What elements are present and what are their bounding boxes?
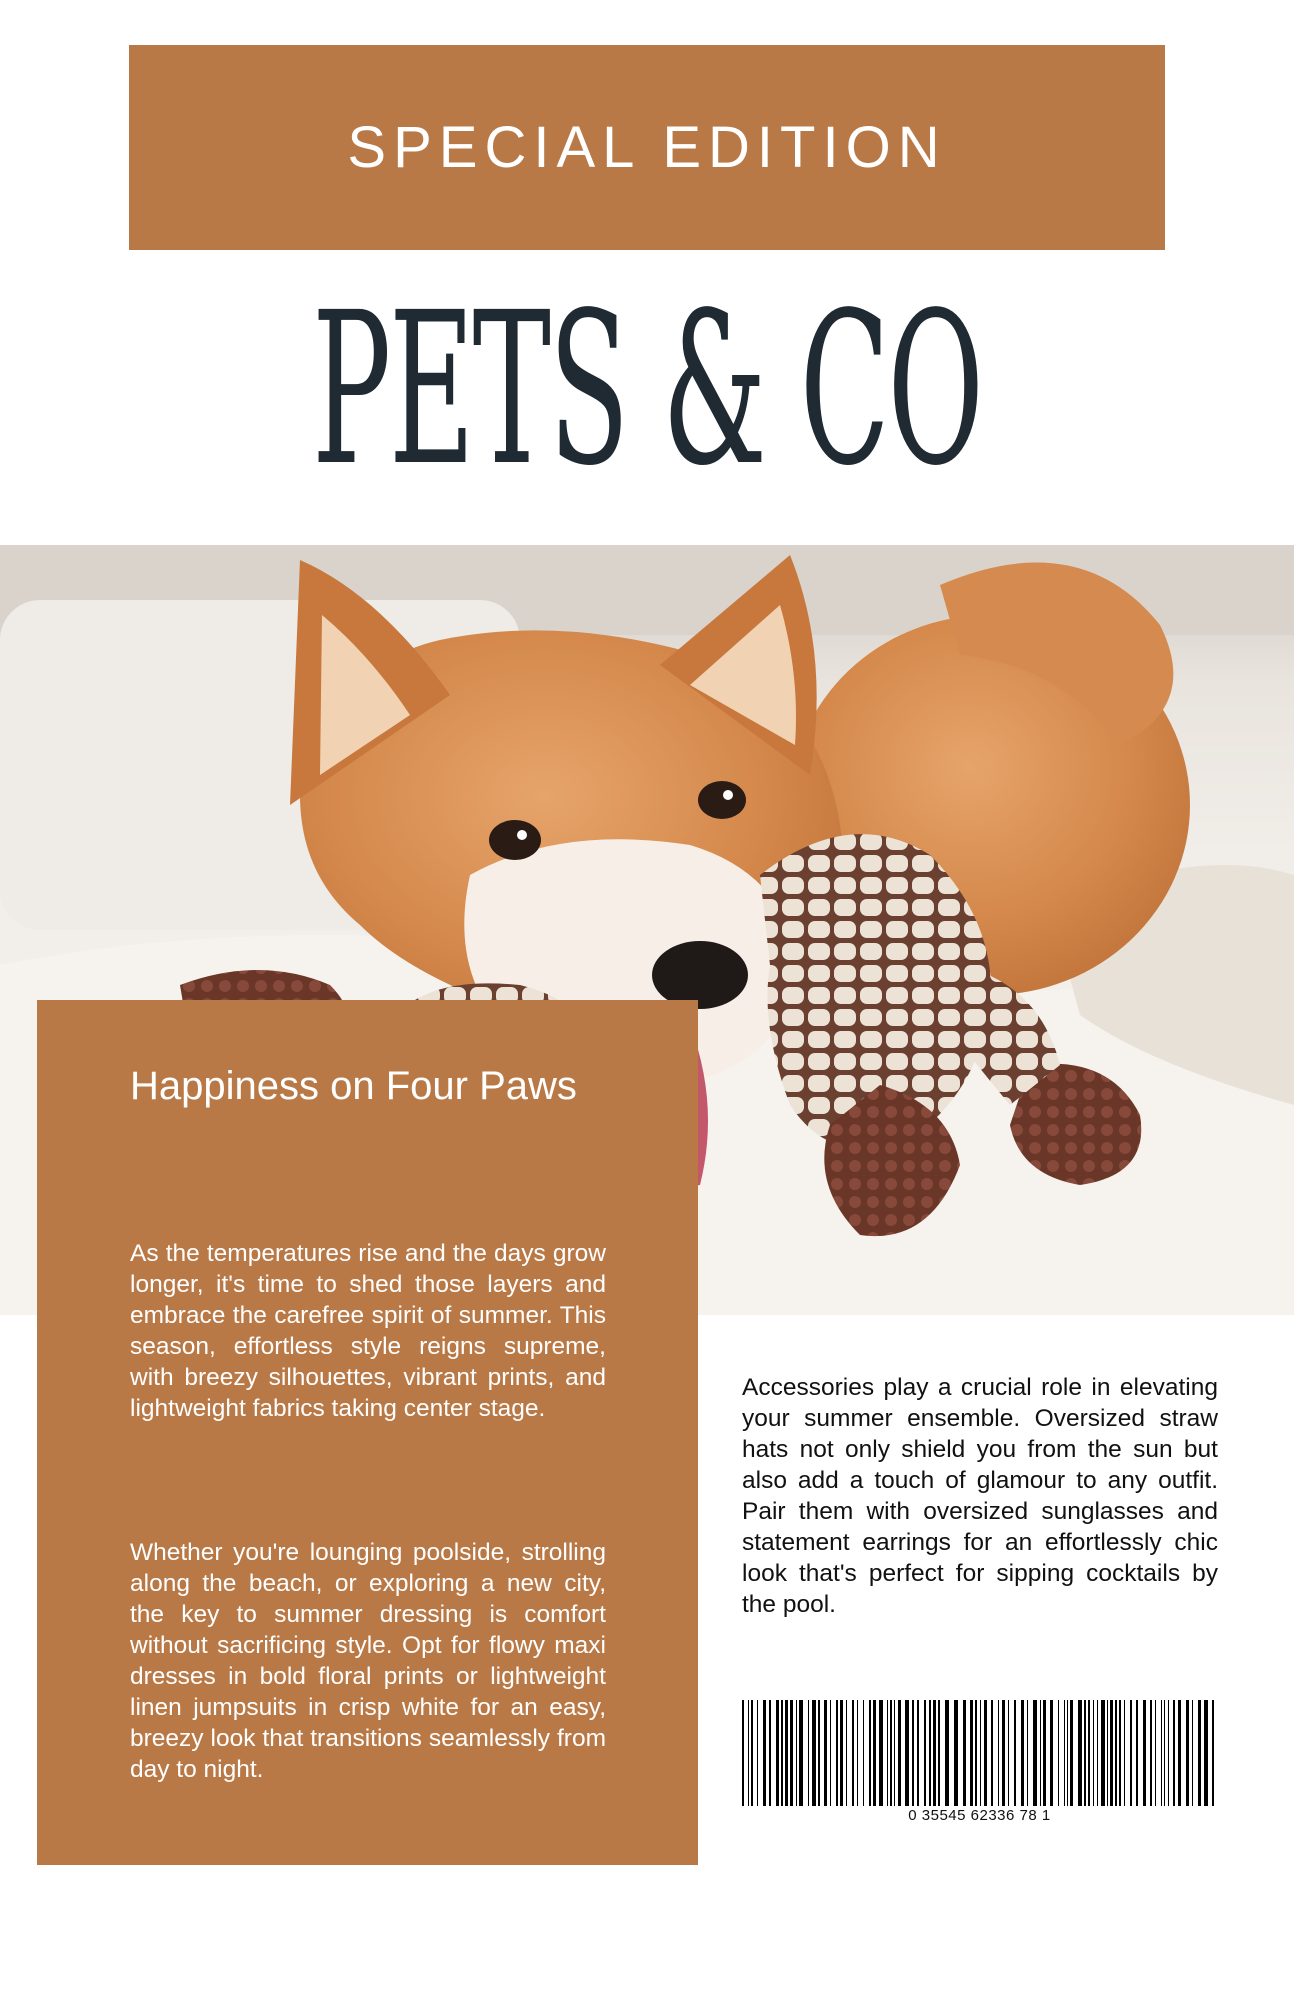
barcode-bar	[980, 1700, 981, 1806]
barcode-bar	[1101, 1700, 1105, 1806]
barcode-bar	[1115, 1700, 1117, 1806]
barcode-bar	[1178, 1700, 1181, 1806]
barcode-bar	[863, 1700, 864, 1806]
barcode-bar	[1186, 1700, 1189, 1806]
barcode-bar	[879, 1700, 883, 1806]
barcode-bar	[824, 1700, 827, 1806]
barcode-bar	[1198, 1700, 1201, 1806]
barcode-bar	[998, 1700, 999, 1806]
barcode-bar	[1043, 1700, 1046, 1806]
barcode-bar	[1040, 1700, 1041, 1806]
barcode-bar	[905, 1700, 909, 1806]
barcode-bar	[808, 1700, 809, 1806]
barcode-bar	[781, 1700, 783, 1806]
special-edition-banner	[129, 45, 1165, 250]
barcode-bar	[1093, 1700, 1094, 1806]
barcode-bar	[1014, 1700, 1016, 1806]
barcode-bar	[890, 1700, 892, 1806]
barcode-bar	[929, 1700, 931, 1806]
barcode-bar	[1078, 1700, 1082, 1806]
barcode-bar	[1064, 1700, 1065, 1806]
barcode-bar	[1164, 1700, 1165, 1806]
banner-text: SPECIAL EDITION	[347, 115, 947, 180]
barcode-bar	[1150, 1700, 1152, 1806]
barcode-bar	[991, 1700, 993, 1806]
barcode	[742, 1700, 1217, 1806]
barcode-bar	[1204, 1700, 1208, 1806]
barcode-bar	[1124, 1700, 1125, 1806]
barcode-bar	[1058, 1700, 1059, 1806]
barcode-bar	[1070, 1700, 1073, 1806]
barcode-bar	[818, 1700, 820, 1806]
barcode-bar	[933, 1700, 936, 1806]
barcode-bar	[898, 1700, 901, 1806]
barcode-bar	[852, 1700, 854, 1806]
barcode-bar	[954, 1700, 958, 1806]
barcode-bar	[812, 1700, 816, 1806]
barcode-bar	[1168, 1700, 1169, 1806]
feature-paragraph-2: Whether you're lounging poolside, strolling along the beach, or exploring a new city, the key to summer dressing is comfort without sacrificing style. Opt for flowy maxi dresses in bold floral prints or lightweight linen jumpsuits in crisp white for an easy, breezy look that transitions seamlessly from day to night.	[130, 1539, 606, 1783]
barcode-bar	[975, 1700, 977, 1806]
barcode-bar	[757, 1700, 758, 1806]
barcode-bar	[1173, 1700, 1175, 1806]
barcode-bar	[763, 1700, 766, 1806]
barcode-bar	[1027, 1700, 1028, 1806]
barcode-bar	[836, 1700, 838, 1806]
barcode-bar	[799, 1700, 803, 1806]
magazine-title: PETS & CO	[312, 267, 982, 512]
barcode-bar	[1002, 1700, 1005, 1806]
barcode-bar	[1050, 1700, 1053, 1806]
feature-card	[37, 1000, 698, 1865]
barcode-bar	[869, 1700, 871, 1806]
barcode-bar	[873, 1700, 876, 1806]
barcode-bar	[1212, 1700, 1214, 1806]
barcode-bar	[748, 1700, 749, 1806]
barcode-bar	[1097, 1700, 1098, 1806]
barcode-bar	[1067, 1700, 1068, 1806]
barcode-bar	[742, 1700, 744, 1806]
barcode-bar	[1119, 1700, 1121, 1806]
barcode-bar	[912, 1700, 914, 1806]
barcode-bar	[1143, 1700, 1146, 1806]
barcode-bar	[887, 1700, 888, 1806]
barcode-bar	[1008, 1700, 1009, 1806]
barcode-bar	[924, 1700, 926, 1806]
barcode-bar	[938, 1700, 940, 1806]
feature-title: Happiness on Four Paws	[130, 1064, 577, 1108]
barcode-bar	[1130, 1700, 1132, 1806]
barcode-bar	[776, 1700, 779, 1806]
barcode-bar	[1161, 1700, 1162, 1806]
barcode-bar	[894, 1700, 895, 1806]
barcode-bar	[1110, 1700, 1113, 1806]
barcode-bar	[1088, 1700, 1090, 1806]
barcode-bar	[917, 1700, 919, 1806]
barcode-bar	[790, 1700, 793, 1806]
barcode-bar	[769, 1700, 771, 1806]
barcode-number: 0 35545 62336 78 1	[908, 1807, 1051, 1824]
barcode-bar	[984, 1700, 987, 1806]
barcode-bar	[970, 1700, 973, 1806]
barcode-bar	[1033, 1700, 1037, 1806]
barcode-bar	[840, 1700, 843, 1806]
barcode-bar	[963, 1700, 966, 1806]
barcode-bar	[1084, 1700, 1086, 1806]
barcode-bar	[945, 1700, 949, 1806]
sidebar-paragraph: Accessories play a crucial role in elevating your summer ensemble. Oversized straw hats not only shield you from the sun but also add a touch of glamour to any outfit. Pair them with oversized sunglasses and statement earrings for an effortlessly chic look that's perfect for sipping cocktails by the pool.	[742, 1374, 1218, 1618]
feature-paragraph-1: As the temperatures rise and the days grow longer, it's time to shed those layers and embrace the carefree spirit of summer. This season, effortless style reigns supreme, with breezy silhouettes, vibrant prints, and lightweight fabrics taking center stage.	[130, 1240, 606, 1422]
barcode-bar	[796, 1700, 797, 1806]
barcode-bar	[785, 1700, 788, 1806]
barcode-bar	[751, 1700, 753, 1806]
barcode-bar	[1192, 1700, 1193, 1806]
barcode-bar	[857, 1700, 858, 1806]
barcode-bar	[830, 1700, 831, 1806]
masthead	[0, 267, 1294, 512]
barcode-bar	[846, 1700, 847, 1806]
barcode-bar	[1155, 1700, 1156, 1806]
barcode-bar	[1021, 1700, 1024, 1806]
barcode-bar	[1136, 1700, 1138, 1806]
barcode-bar	[1107, 1700, 1108, 1806]
